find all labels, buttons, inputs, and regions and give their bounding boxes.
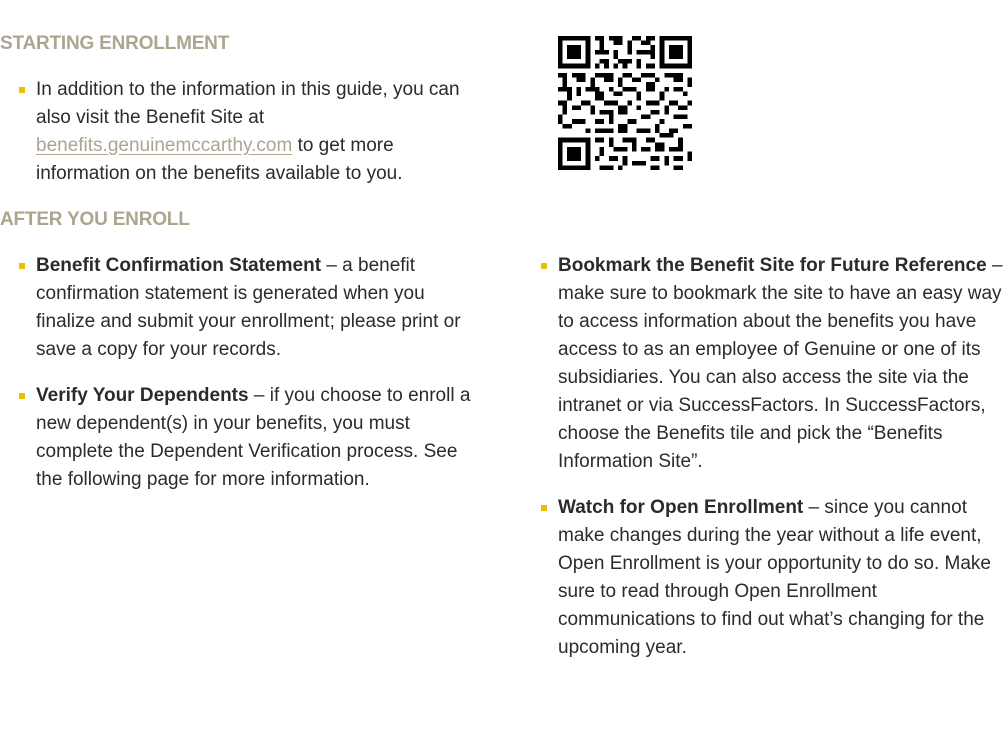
benefit-site-link[interactable]: benefits.genuinemccarthy.com [36,135,293,156]
item-title: Bookmark the Benefit Site for Future Reference [558,255,987,276]
list-item-bookmark [558,252,1003,476]
qr-code-icon [558,36,692,170]
item-text [36,76,486,188]
item-title: Watch for Open Enrollment [558,497,804,518]
square-bullet-icon [541,263,547,269]
list-item-open-enrollment [558,494,1003,662]
item-text [36,252,486,364]
starting-enrollment-heading: STARTING ENROLLMENT [0,33,230,54]
list-item [36,76,486,188]
after-enroll-left-list [36,252,486,494]
item-title: Benefit Confirmation Statement [36,255,322,276]
square-bullet-icon [19,393,25,399]
item-body: – since you cannot make changes during the year without a life event, Open Enrollment is your opportunity to do so. Make sure to read through Open Enrollment communications to find out what’s changing for the upcoming year. [558,497,992,658]
after-you-enroll-heading: AFTER YOU ENROLL [0,209,190,230]
square-bullet-icon [541,505,547,511]
item-body: – if you choose to enroll a new dependent(s) in your benefits, you must complete the Dependent Verification process. See the following page for more information. [36,385,471,490]
starting-enrollment-list [36,76,486,188]
item-body: – a benefit confirmation statement is generated when you finalize and submit your enrollment; please print or save a copy for your records. [36,255,461,360]
item-text [558,494,1003,662]
list-item-dependents [36,382,486,494]
item-text [558,252,1003,476]
item-text-after: to get more information on the benefits available to you. [36,135,403,184]
square-bullet-icon [19,263,25,269]
list-item-confirmation [36,252,486,364]
item-text [36,382,486,494]
after-enroll-right-list [558,252,1003,662]
item-body: – make sure to bookmark the site to have an easy way to access information about the benefits you have access to as an employee of Genuine or one of its subsidiaries. You can also access the site via the intranet or via SuccessFactors. In SuccessFactors, choose the Benefits tile and pick the “Benefits Information Site”. [558,255,1003,472]
item-title: Verify Your Dependents [36,385,249,406]
item-text-before: In addition to the information in this guide, you can also visit the Benefit Site at [36,79,460,128]
square-bullet-icon [19,87,25,93]
